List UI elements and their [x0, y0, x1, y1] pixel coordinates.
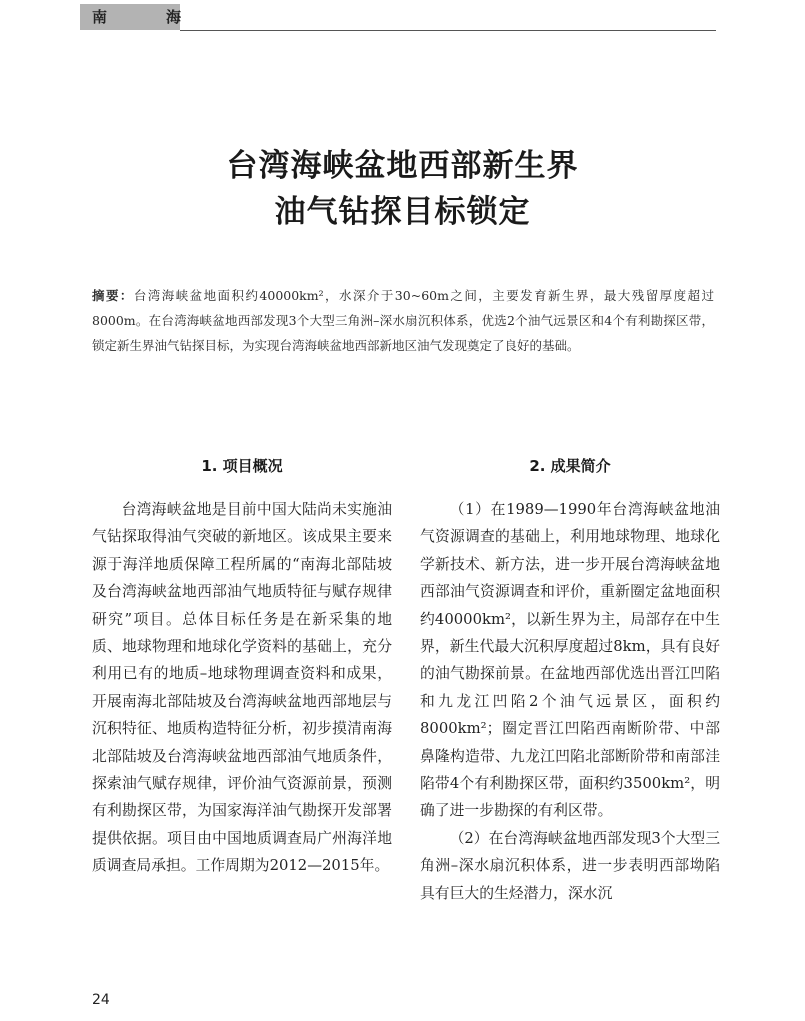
header-rule	[180, 30, 716, 31]
section-name: 南 海	[92, 8, 204, 26]
article-title-line-1: 台湾海峡盆地西部新生界	[226, 148, 579, 184]
right-column	[420, 455, 720, 907]
section-1-heading: 1. 项目概况	[201, 457, 283, 475]
abstract	[92, 283, 714, 358]
section-2-paragraph-2: （2）在台湾海峡盆地西部发现3个大型三角洲–深水扇沉积体系，进一步表明西部坳陷具有巨大的生烃潜力，深水沉	[420, 829, 720, 902]
abstract-label: 摘要：	[92, 288, 134, 303]
section-2-paragraph-1: （1）在1989—1990年台湾海峡盆地油气资源调查的基础上，利用地球物理、地球化学新技术、新方法，进一步开展台湾海峡盆地西部油气资源调查和评价，重新圈定盆地面积约40000km²，以新生界为主，局部存在中生界，新生代最大沉积厚度超过8km，具有良好的油气勘探前景。在盆地西部优选出晋江凹陷和九龙江凹陷2个油气远景区，面积约8000km²；圈定晋江凹陷西南断阶带、中部鼻隆构造带、九龙江凹陷北部断阶带和南部洼陷带4个有利勘探区带，面积约3500km²，明确了进一步勘探的有利区带。	[420, 501, 720, 820]
article-title-line-2: 油气钻探目标锁定	[274, 194, 531, 230]
page-number: 24	[92, 992, 110, 1008]
section-1-body: 台湾海峡盆地是目前中国大陆尚未实施油气钻探取得油气突破的新地区。该成果主要来源于海洋地质保障工程所属的“南海北部陆坡及台湾海峡盆地西部油气地质特征与赋存规律研究”项目。总体目标任务是在新采集的地质、地球物理和地球化学资料的基础上，充分利用已有的地质–地球物理调查资料和成果，开展南海北部陆坡及台湾海峡盆地西部地层与沉积特征、地质构造特征分析，初步摸清南海北部陆坡及台湾海峡盆地西部油气地质条件，探索油气赋存规律，评价油气资源前景，预测有利勘探区带，为国家海洋油气勘探开发部署提供依据。项目由中国地质调查局广州海洋地质调查局承担。工作周期为2012—2015年。	[92, 501, 392, 875]
abstract-text: 台湾海峡盆地面积约40000km²，水深介于30~60m之间，主要发育新生界，最大残留厚度超过8000m。在台湾海峡盆地西部发现3个大型三角洲–深水扇沉积体系，优选2个油气远景区和4个有利勘探区带，锁定新生界油气钻探目标，为实现台湾海峡盆地西部新地区油气发现奠定了良好的基础。	[92, 288, 714, 353]
section-2-heading: 2. 成果简介	[529, 457, 611, 475]
running-header	[80, 0, 716, 30]
left-column	[92, 455, 392, 880]
